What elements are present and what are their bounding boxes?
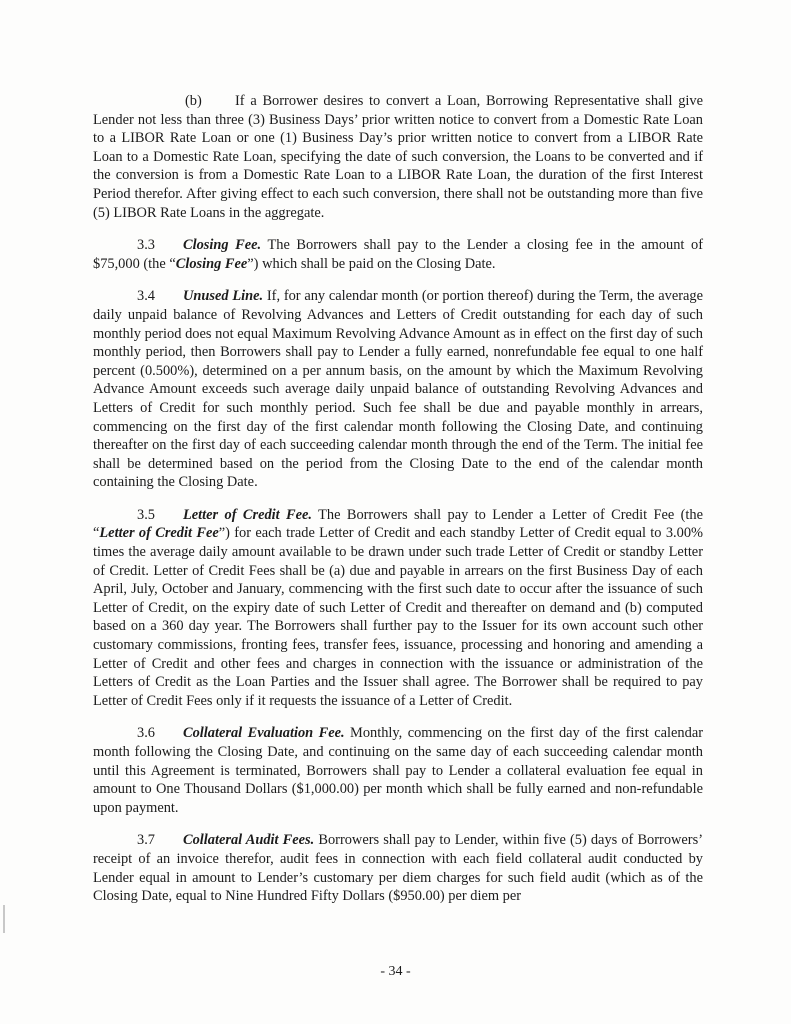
section-3-3-closing-fee	[93, 236, 703, 273]
section-text: Borrowers shall pay to Lender, within five (5) days of Borrowers’ receipt of an invoice therefor, audit fees in connection with each field collateral audit conducted by Lender equal in amount to Lender’s customary per diem charges for such field audit (which as of the Closing Date, equal to Nine Hundred Fifty Dollars ($950.00) per diem per	[93, 832, 703, 905]
section-number: 3.4	[137, 288, 155, 305]
section-3-5-letter-of-credit-fee	[93, 506, 703, 711]
section-text-continued: ”) which shall be paid on the Closing Date.	[247, 255, 496, 272]
section-number: 3.6	[137, 725, 155, 742]
page-number: - 34 -	[380, 964, 411, 979]
paragraph-number: (b)	[185, 93, 202, 109]
section-text: If, for any calendar month (or portion thereof) during the Term, the average daily unpaid balance of Revolving Advances and Letters of Credit outstanding for each day of such monthly period does not equal Maximum Revolving Advance Amount as in effect on the first day of such monthly period, then Borrowers shall pay to Lender a fully earned, nonrefundable fee equal to one half percent (0.500%), determined on a per annum basis, on the amount by which the Maximum Revolving Advance Amount exceeds such average daily unpaid balance of outstanding Revolving Advances and Letters of Credit for such monthly period. Such fee shall be due and payable monthly in arrears, commencing on the first day of the first calendar month following the Closing Date, and continuing thereafter on the first day of each succeeding calendar month through the end of the Term. The initial fee shall be determined based on the period from the Closing Date to the end of the calendar month containing the Closing Date.	[93, 288, 703, 491]
section-text-continued: ”) for each trade Letter of Credit and each standby Letter of Credit equal to 3.00% times the average daily amount available to be drawn under such trade Letter of Credit or standby Letter of Credit. Letter of Credit Fees shall be (a) due and payable in arrears on the first Business Day of each April, July, October and January, commencing with the first such date to occur after the issuance of such Letter of Credit, on the expiry date of such Letter of Credit and thereafter on demand and (b) computed based on a 360 day year. The Borrowers shall further pay to the Issuer for its own account such other customary commissions, fronting fees, transfer fees, issuance, processing and honoring and amending a Letter of Credit and other fees and charges in connection with the issuance or administration of the Letters of Credit as the Loan Parties and the Issuer shall agree. The Borrower shall be required to pay Letter of Credit Fees only if it requests the issuance of a Letter of Credit.	[93, 525, 704, 709]
section-number: 3.7	[137, 832, 155, 849]
scan-edge-mark	[3, 905, 5, 933]
section-text: The Borrowers shall pay to the Lender a closing fee in the amount of $75,000 (the “	[93, 237, 703, 272]
section-3-4-unused-line	[93, 287, 703, 492]
paragraph-2b	[93, 92, 703, 222]
paragraph-text: If a Borrower desires to convert a Loan, Borrowing Representative shall give Lender not less than three (3) Business Days’ prior written notice to convert from a Domestic Rate Loan to a LIBOR Rate Loan or one (1) Business Day’s prior written notice to convert from a LIBOR Rate Loan to a Domestic Rate Loan, specifying the date of such conversion, the Loans to be converted and if the conversion is from a Domestic Rate Loan to a LIBOR Rate Loan, the duration of the first Interest Period therefor. After giving effect to each such conversion, there shall not be outstanding more than five (5) LIBOR Rate Loans in the aggregate.	[93, 93, 703, 221]
section-text: Monthly, commencing on the first day of the first calendar month following the Closing Date, and continuing on the same day of each succeeding calendar month until this Agreement is terminated, Borrowers shall pay to Lender a collateral evaluation fee equal in amount to One Thousand Dollars ($1,000.00) per month which shall be fully earned and non-refundable upon payment.	[93, 725, 703, 816]
section-number: 3.3	[137, 237, 155, 254]
document-body	[93, 92, 703, 920]
section-heading: Unused Line.	[183, 288, 264, 305]
section-text: The Borrowers shall pay to Lender a Letter of Credit Fee (the “	[93, 506, 703, 542]
section-number: 3.5	[137, 506, 155, 523]
defined-term: Letter of Credit Fee	[99, 525, 219, 542]
section-heading: Closing Fee.	[183, 237, 262, 254]
section-heading: Letter of Credit Fee.	[183, 506, 312, 523]
section-3-6-collateral-evaluation-fee	[93, 724, 703, 817]
section-heading: Collateral Audit Fees.	[183, 832, 315, 849]
defined-term: Closing Fee	[175, 255, 248, 272]
section-3-7-collateral-audit-fees	[93, 831, 703, 905]
section-heading: Collateral Evaluation Fee.	[183, 725, 345, 742]
